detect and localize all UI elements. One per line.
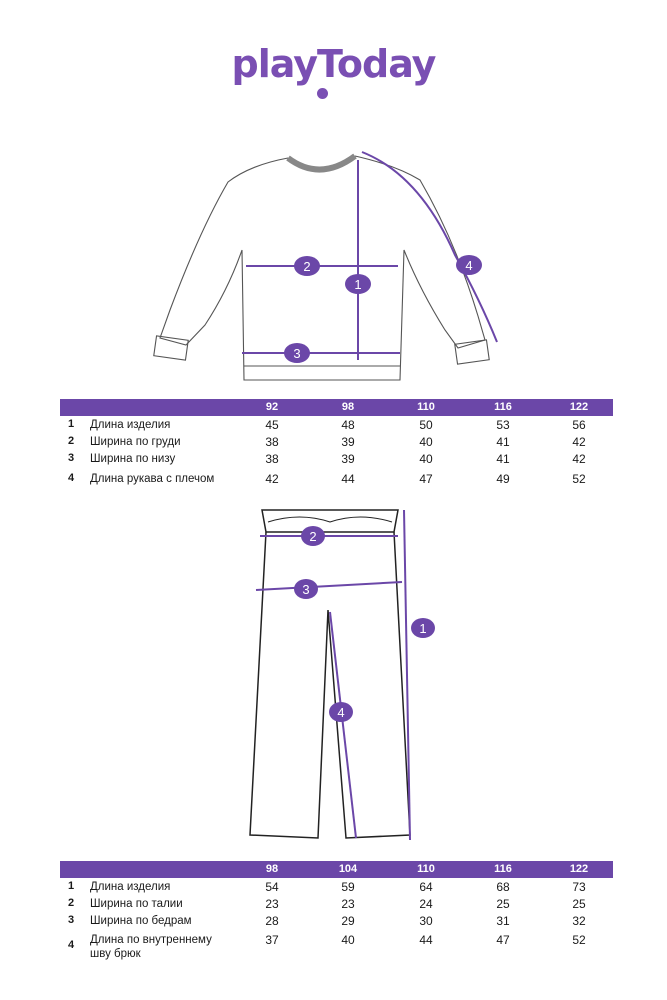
svg-text:2: 2 [309,529,317,544]
svg-text:3: 3 [302,582,310,597]
table-header [60,399,613,416]
marker-2-label: 2 [303,259,311,274]
svg-text:1: 1 [419,621,427,636]
table-row: 3 Ширина по бедрам 28 29 30 31 32 [68,914,586,928]
top-size-table [60,399,613,492]
table-row: 4 Длина по внутреннему шву брюк 37 40 44 47 52 [68,933,586,960]
size-col: 104 [338,863,358,875]
table-row: 1 Длина изделия 54 59 64 68 73 [68,880,586,894]
size-col: 116 [494,401,512,413]
size-col: 92 [265,401,279,413]
table-row: 2 Ширина по груди 38 39 40 41 42 [68,435,586,449]
size-col: 110 [417,863,435,875]
size-col: 122 [569,401,589,413]
marker-1-label: 1 [354,277,362,292]
table-header [60,861,613,878]
table-row: 3 Ширина по низу 38 39 40 41 42 [68,452,586,466]
pants-diagram [0,500,667,850]
brand-logo: playToday [231,42,436,86]
marker-3-label: 3 [293,346,301,361]
bottom-size-table [60,861,613,965]
size-col: 110 [417,401,435,413]
size-col: 116 [494,863,512,875]
marker-4-label: 4 [465,258,473,273]
table-row: 1 Длина изделия 45 48 50 53 56 [68,418,586,432]
svg-text:4: 4 [337,705,345,720]
size-col: 122 [569,863,589,875]
sweatshirt-diagram [0,140,667,390]
table-row: 4 Длина рукава с плечом 42 44 47 49 52 [68,472,586,486]
logo-dot [317,88,328,99]
size-col: 98 [341,401,355,413]
size-col: 98 [265,863,279,875]
table-row: 2 Ширина по талии 23 23 24 25 25 [68,897,586,911]
